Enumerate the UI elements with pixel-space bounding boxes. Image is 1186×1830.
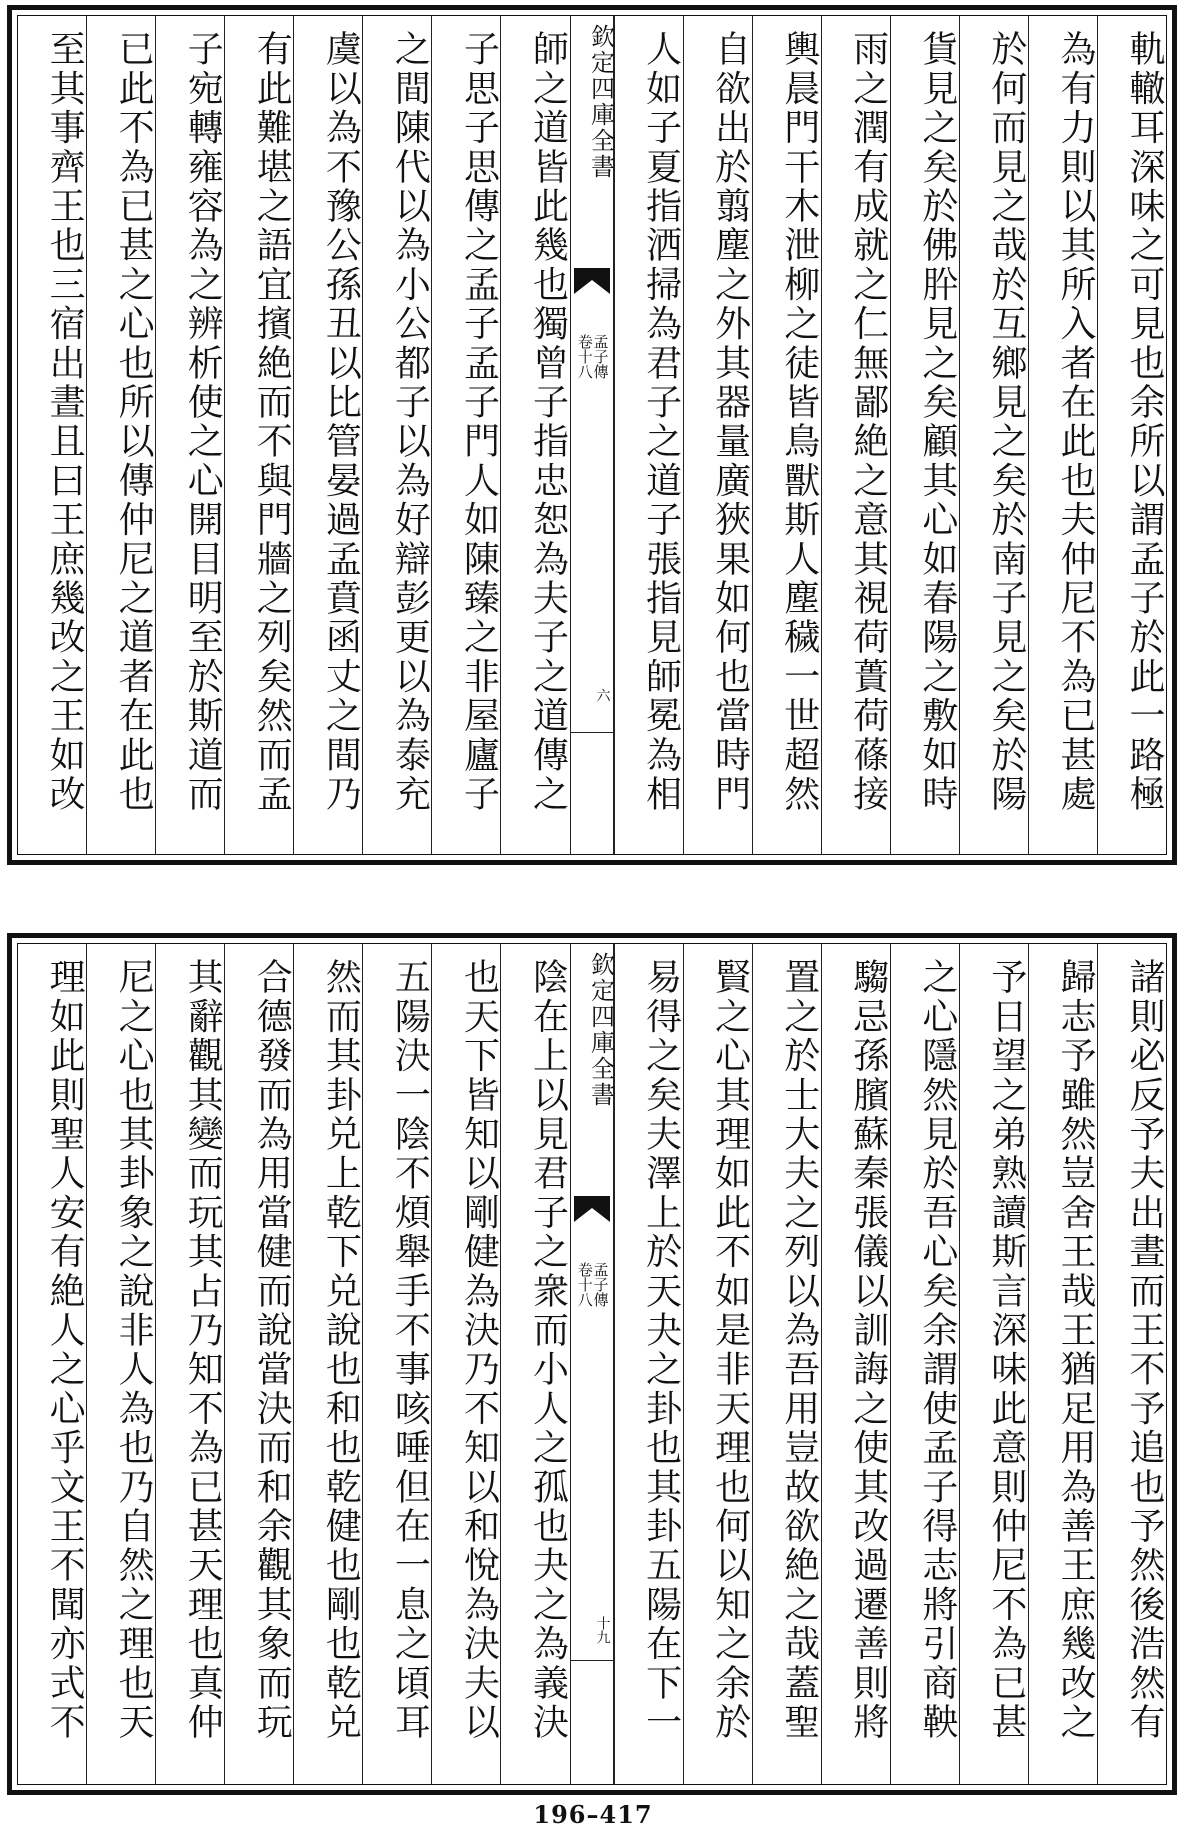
fishtail-mark-icon [574,1196,610,1224]
text-column: 賢之心其理如此不如是非天理也何以知之余於 [683,944,752,1784]
page-number: 196–417 [533,1800,653,1829]
text-column: 其辭觀其變而玩其占乃知不為已甚天理也真仲 [155,944,224,1784]
text-column: 也天下皆知以剛健為決乃不知以和悅為決夫以 [431,944,500,1784]
book-title: 欽定四庫全書 [586,24,615,180]
text-column: 貨見之矣於佛肸見之矣顧其心如春陽之敷如時 [890,16,959,854]
chapter-title [576,1262,608,1307]
text-column: 騶忌孫臏蘇秦張儀以訓誨之使其改過遷善則將 [821,944,890,1784]
fishtail-mark-icon [574,268,610,296]
text-column: 易得之矣夫澤上於天夬之卦也其卦五陽在下一 [614,944,683,1784]
juan-number: 卷十八 [575,334,594,379]
text-column: 人如子夏指洒掃為君子之道子張指見師冕為相 [614,16,683,854]
book-title: 欽定四庫全書 [586,952,615,1108]
text-column: 有此難堪之語宜擯絶而不與門牆之列矣然而孟 [224,16,293,854]
bottom-page-columns [18,944,1166,1784]
work-title: 孟子傳 [591,1262,610,1307]
text-column: 然而其卦兑上乾下兑說也和也乾健也剛也乾兑 [293,944,362,1784]
leaf-number: 六 [594,688,611,702]
margin-rule [571,732,613,733]
text-column: 子思子思傳之孟子孟子門人如陳臻之非屋廬子 [431,16,500,854]
bottom-page [7,933,1177,1795]
text-column: 輿晨門干木泄柳之徒皆鳥獸斯人塵穢一世超然 [752,16,821,854]
text-column: 予日望之弟熟讀斯言深味此意則仲尼不為已甚 [959,944,1028,1784]
text-column: 理如此則聖人安有絶人之心乎文王不聞亦式不 [44,958,86,1742]
center-margin [570,944,614,1784]
text-column: 師之道皆此幾也獨曾子指忠恕為夫子之道傳之 [500,16,569,854]
text-column: 諸則必反予夫出晝而王不予追也予然後浩然有 [1097,944,1166,1784]
center-margin [570,16,614,854]
text-column: 自欲出於翦塵之外其器量廣狹果如何也當時門 [683,16,752,854]
text-column: 陰在上以見君子之衆而小人之孤也夬之為義決 [500,944,569,1784]
top-page [7,5,1177,865]
margin-rule [571,1660,613,1661]
text-column: 雨之潤有成就之仁無鄙絶之意其視荷蕢荷蓧接 [821,16,890,854]
text-column: 合德發而為用當健而說當決而和余觀其象而玩 [224,944,293,1784]
text-column: 之間陳代以為小公都子以為好辯彭更以為泰充 [362,16,431,854]
text-column: 於何而見之哉於互鄉見之矣於南子見之矣於陽 [959,16,1028,854]
text-column: 已此不為已甚之心也所以傳仲尼之道者在此也 [86,16,155,854]
juan-number: 卷十八 [575,1262,594,1307]
top-page-columns [18,16,1166,854]
text-column: 軌轍耳深味之可見也余所以謂孟子於此一路極 [1097,16,1166,854]
text-column: 歸志予雖然豈舍王哉王猶足用為善王庶幾改之 [1028,944,1097,1784]
text-column: 至其事齊王也三宿出晝且曰王庶幾改之王如改 [44,30,86,814]
text-column: 五陽決一陰不煩舉手不事咳唾但在一息之頃耳 [362,944,431,1784]
text-column: 之心隱然見於吾心矣余謂使孟子得志將引商鞅 [890,944,959,1784]
text-column: 置之於士大夫之列以為吾用豈故欲絶之哉蓋聖 [752,944,821,1784]
text-column: 尼之心也其卦象之說非人為也乃自然之理也天 [86,944,155,1784]
text-column: 虞以為不豫公孫丑以比管晏過孟賁函丈之間乃 [293,16,362,854]
work-title: 孟子傳 [591,334,610,379]
chapter-title [576,334,608,379]
text-column: 子宛轉雍容為之辨析使之心開目明至於斯道而 [155,16,224,854]
text-column: 為有力則以其所入者在此也夫仲尼不為已甚處 [1028,16,1097,854]
leaf-number: 十九 [594,1616,611,1644]
